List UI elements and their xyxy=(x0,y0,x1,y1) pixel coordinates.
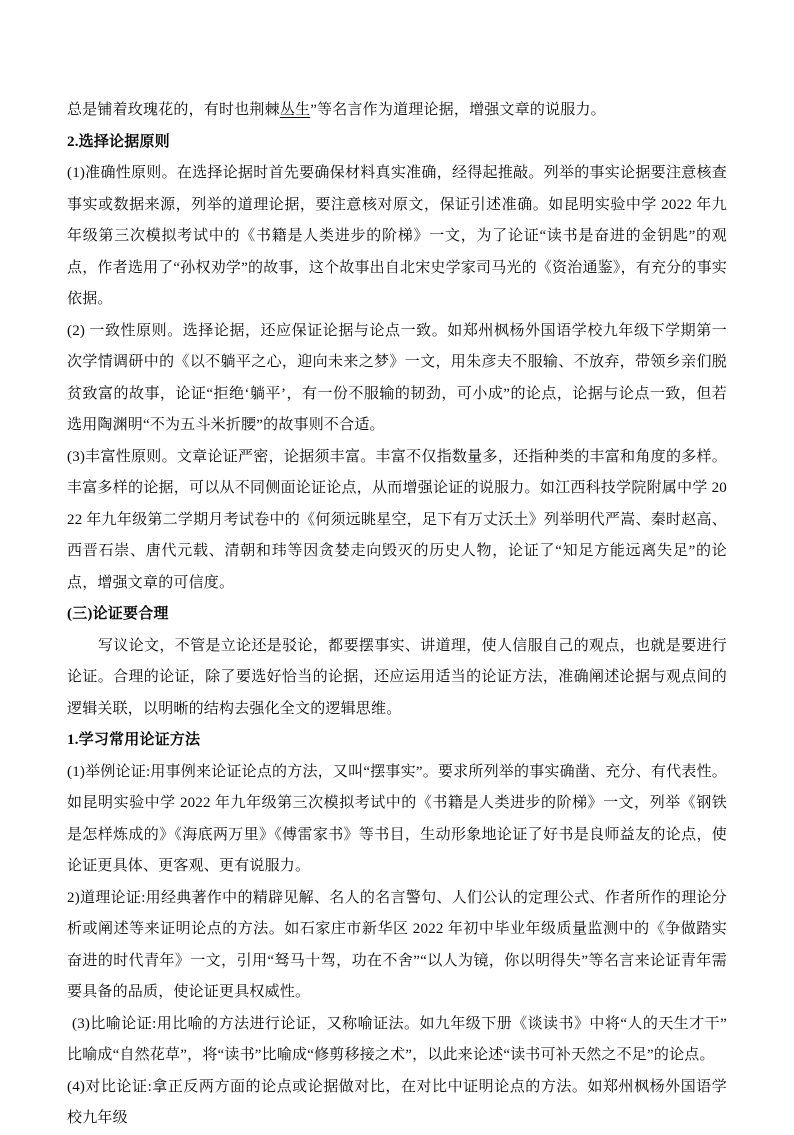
heading-evidence-selection-principles: 2.选择论据原则 xyxy=(67,133,170,150)
underlined-term: 丛生 xyxy=(279,102,311,118)
paragraph-argumentation-intro: 写议论文，不管是立论还是驳论，都要摆事实、讲道理，使人信服自己的观点，也就是要进行论证。合理的论证，除了要选好恰当的论据，还应运用适当的论证方法，准确阐述论据与观点间的逻辑关联，以明晰的结构去强化全文的逻辑思维。 xyxy=(67,637,727,717)
paragraph-method-metaphor: (3)比喻论证:用比喻的方法进行论证，又称喻证法。如九年级下册《谈读书》中将“人的天生才干”比喻成“自然花草”，将“读书”比喻成“修剪移接之术”，以此来论述“读书可补天然之不足”的论点。 xyxy=(67,1015,727,1063)
document-content xyxy=(67,95,727,1135)
paragraph-method-reasoning: 2)道理论证:用经典著作中的精辟见解、名人的名言警句、人们公认的定理公式、作者所作的理论分析或阐述等来证明论点的方法。如石家庄市新华区 2022 年初中毕业年级质量监测中的《争做踏实奋进的时代青年》一文，引用“驽马十驾，功在不舍”“以人为镜，你以明得失”等名言来论证青年需要具备的品质，使论证更具权威性。 xyxy=(67,889,727,1000)
continuation-text-before: 总是铺着玫瑰花的，有时也荆棘 xyxy=(67,102,280,118)
paragraph-accuracy-principle: (1)准确性原则。在选择论据时首先要确保材料真实准确，经得起推敲。列举的事实论据要注意核查事实或数据来源，列举的道理论据，要注意核对原文，保证引述准确。如昆明实验中学 2022 年九年级第三次模拟考试中的《书籍是人类进步的阶梯》一文，为了论证“读书是奋进的金钥匙”的观点，作者选用了“孙权劝学”的故事，这个故事出自北宋史学家司马光的《资治通鉴》，有充分的事实依据。 xyxy=(67,165,727,307)
heading-common-argumentation-methods: 1.学习常用论证方法 xyxy=(67,732,201,748)
heading-reasonable-argumentation: (三)论证要合理 xyxy=(67,606,169,622)
paragraph-richness-principle: (3)丰富性原则。文章论证严密，论据须丰富。丰富不仅指数量多，还指种类的丰富和角度的多样。丰富多样的论据，可以从不同侧面论证论点，从而增强论证的说服力。如江西科技学院附属中学 2022 年九年级第二学期月考试卷中的《何须远眺星空，足下有万丈沃土》列举明代严嵩、秦时赵高、西晋石崇、唐代元载、清朝和玮等因贪婪走向毁灭的历史人物，论证了“知足方能远离失足”的论点，增强文章的可信度。 xyxy=(67,448,727,591)
continuation-text-after: ”等名言作为道理论据，增强文章的说服力。 xyxy=(310,102,606,118)
paragraph-consistency-principle: (2) 一致性原则。选择论据，还应保证论据与论点一致。如郑州枫杨外国语学校九年级下学期第一次学情调研中的《以不躺平之心，迎向未来之梦》一文，用朱彦夫不服输、不放弃，带领乡亲们脱贫致富的故事，论证“拒绝‘躺平’，有一份不服输的韧劲，可小成”的论点，论据与论点一致，但若选用陶渊明“不为五斗米折腰”的故事则不合适。 xyxy=(67,322,727,433)
paragraph-method-example: (1)举例论证:用事例来论证论点的方法，又叫“摆事实”。要求所列举的事实确凿、充分、有代表性。如昆明实验中学 2022 年九年级第三次模拟考试中的《书籍是人类进步的阶梯》一文，列举《钢铁是怎样炼成的》《海底两万里》《傅雷家书》等书目，生动形象地论证了好书是良师益友的论点，使论证更具体、更客观、更有说服力。 xyxy=(67,763,727,874)
paragraph-method-contrast: (4)对比论证:拿正反两方面的论点或论据做对比，在对比中证明论点的方法。如郑州枫杨外国语学校九年级 xyxy=(67,1078,727,1126)
paragraph-continuation xyxy=(67,95,727,127)
